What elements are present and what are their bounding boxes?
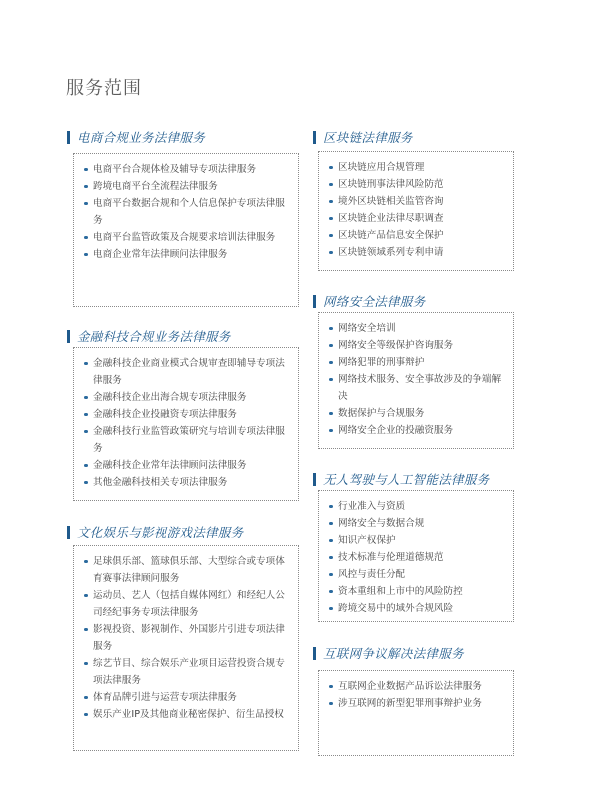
- service-list-box: [73, 347, 299, 501]
- list-item: 电商平台监管政策及合规要求培训法律服务: [84, 229, 288, 246]
- list-item: 网络技术服务、安全事故涉及的争端解决: [329, 371, 503, 405]
- list-item: 数据保护与合规服务: [329, 405, 503, 422]
- section-marker-bar: [313, 647, 316, 660]
- section-header: [67, 523, 297, 541]
- list-item: 跨境电商平台全流程法律服务: [84, 178, 288, 195]
- section-header: [313, 128, 543, 146]
- list-item: 影视投资、影视制作、外国影片引进专项法律服务: [84, 621, 288, 655]
- section-title: 互联网争议解决法律服务: [323, 646, 464, 661]
- section-ecommerce: [67, 128, 297, 260]
- list-item: 网络安全企业的投融资服务: [329, 422, 503, 439]
- list-item: 电商平台合规体检及辅导专项法律服务: [84, 161, 288, 178]
- section-header: [313, 470, 543, 488]
- list-item: 网络犯罪的刑事辩护: [329, 354, 503, 371]
- section-title: 电商合规业务法律服务: [77, 130, 206, 145]
- list-item: 境外区块链相关监管咨询: [329, 193, 503, 210]
- section-fintech: [67, 327, 297, 488]
- list-item: 区块链产品信息安全保护: [329, 227, 503, 244]
- list-item: 金融科技行业监管政策研究与培训专项法律服务: [84, 423, 288, 457]
- section-marker-bar: [67, 330, 70, 343]
- section-cybersecurity: [313, 292, 543, 436]
- section-marker-bar: [67, 131, 70, 144]
- list-item: 技术标准与伦理道德规范: [329, 549, 503, 566]
- service-list-box: [318, 490, 514, 622]
- list-item: 知识产权保护: [329, 532, 503, 549]
- list-item: 风控与责任分配: [329, 566, 503, 583]
- list-item: 网络安全等级保护咨询服务: [329, 337, 503, 354]
- section-header: [313, 644, 543, 662]
- section-marker-bar: [313, 473, 316, 486]
- section-title: 金融科技合规业务法律服务: [77, 329, 231, 344]
- service-list-box: [318, 670, 514, 756]
- section-title: 区块链法律服务: [323, 130, 413, 145]
- section-title: 文化娱乐与影视游戏法律服务: [77, 525, 244, 540]
- service-list-box: [318, 312, 514, 449]
- list-item: 金融科技企业商业模式合规审查即辅导专项法律服务: [84, 355, 288, 389]
- service-list-box: [73, 545, 299, 751]
- list-item: 区块链刑事法律风险防范: [329, 176, 503, 193]
- list-item: 电商平台数据合规和个人信息保护专项法律服务: [84, 195, 288, 229]
- list-item: 运动员、艺人（包括自媒体网红）和经纪人公司经纪事务专项法律服务: [84, 587, 288, 621]
- list-item: 区块链应用合规管理: [329, 159, 503, 176]
- list-item: 行业准入与资质: [329, 498, 503, 515]
- section-header: [67, 128, 297, 146]
- section-internet-disputes: [313, 644, 543, 709]
- section-title: 网络安全法律服务: [323, 294, 426, 309]
- section-blockchain: [313, 128, 543, 258]
- list-item: 区块链企业法律尽职调查: [329, 210, 503, 227]
- section-entertainment: [67, 523, 297, 720]
- list-item: 网络安全与数据合规: [329, 515, 503, 532]
- section-title: 无人驾驶与人工智能法律服务: [323, 472, 490, 487]
- list-item: 网络安全培训: [329, 320, 503, 337]
- section-marker-bar: [67, 526, 70, 539]
- list-item: 电商企业常年法律顾问法律服务: [84, 246, 288, 263]
- section-header: [313, 292, 543, 310]
- list-item: 跨境交易中的域外合规风险: [329, 600, 503, 617]
- list-item: 体育品牌引进与运营专项法律服务: [84, 689, 288, 706]
- list-item: 涉互联网的新型犯罪刑事辩护业务: [329, 695, 503, 712]
- list-item: 金融科技企业常年法律顾问法律服务: [84, 457, 288, 474]
- list-item: 金融科技企业投融资专项法律服务: [84, 406, 288, 423]
- service-list-box: [73, 153, 299, 307]
- page-title: 服务范围: [66, 78, 142, 99]
- section-header: [67, 327, 297, 345]
- section-marker-bar: [313, 131, 316, 144]
- list-item: 综艺节目、综合娱乐产业项目运营投资合规专项法律服务: [84, 655, 288, 689]
- section-marker-bar: [313, 295, 316, 308]
- list-item: 其他金融科技相关专项法律服务: [84, 474, 288, 491]
- list-item: 互联网企业数据产品诉讼法律服务: [329, 678, 503, 695]
- list-item: 区块链领域系列专利申请: [329, 244, 503, 261]
- list-item: 娱乐产业IP及其他商业秘密保护、衍生品授权: [84, 706, 288, 723]
- list-item: 资本重组和上市中的风险防控: [329, 583, 503, 600]
- list-item: 足球俱乐部、篮球俱乐部、大型综合或专项体育赛事法律顾问服务: [84, 553, 288, 587]
- service-list-box: [318, 151, 514, 271]
- list-item: 金融科技企业出海合规专项法律服务: [84, 389, 288, 406]
- section-autonomous-ai: [313, 470, 543, 614]
